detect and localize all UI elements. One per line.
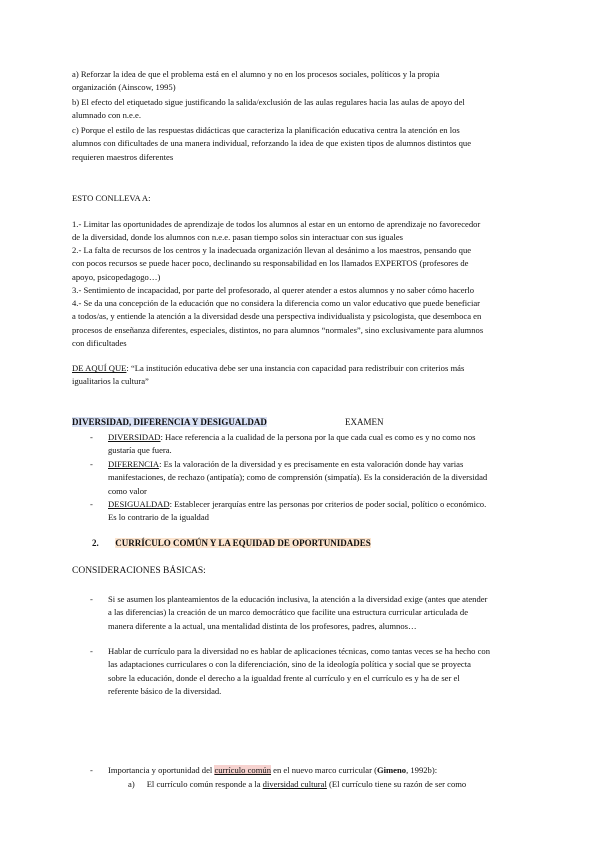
section1-title bbox=[72, 417, 267, 427]
intro-a bbox=[72, 68, 558, 95]
sub-post: (El currículo tiene su razón de ser como bbox=[326, 779, 467, 789]
text-pre: Importancia y oportunidad del bbox=[108, 765, 215, 775]
sub-marker: a) bbox=[128, 779, 135, 789]
text-line: igualitarios la cultura” bbox=[72, 376, 149, 387]
bullet: - bbox=[90, 594, 93, 604]
esto-item-4 bbox=[72, 297, 558, 351]
text-line: sobre la educación, donde el derecho a la igualdad frente al currículo y en el currículo es y ha de ser el bbox=[108, 672, 460, 683]
diferencia-item bbox=[108, 458, 558, 498]
text-line bbox=[72, 362, 558, 375]
consideration-2 bbox=[108, 645, 558, 699]
year: , 1992b): bbox=[406, 765, 438, 775]
text-line: Es lo contrario de la igualdad bbox=[108, 512, 209, 523]
intro-b bbox=[72, 96, 558, 123]
term: DIFERENCIA bbox=[108, 459, 160, 469]
text-line bbox=[128, 778, 558, 791]
text-line: a las diferencias) la creación de un marco democrático que facilite una estructura curricular articulada de bbox=[108, 607, 469, 618]
section-title: ESTO CONLLEVA A: bbox=[72, 193, 151, 203]
highlight-text: currículo común bbox=[214, 765, 271, 775]
text-line: organización (Ainscow, 1995) bbox=[72, 82, 176, 93]
term: DIVERSIDAD bbox=[108, 432, 161, 442]
bullet: - bbox=[90, 646, 93, 656]
bullet: - bbox=[90, 459, 93, 469]
text-line: las adaptaciones curriculares o con la diferenciación, sino de la ideología política y social que se proyecta bbox=[108, 659, 471, 670]
considerations-heading bbox=[72, 565, 558, 578]
de-aqui-que bbox=[72, 362, 558, 389]
text-line: Hablar de currículo para la diversidad no es hablar de aplicaciones técnicas, como tantas veces se ha hecho con bbox=[108, 646, 491, 656]
exam-label: EXAMEN bbox=[345, 417, 384, 427]
text-line: manifestaciones, de rechazo (antipatía); como de comprensión (simpatía). Es la consideración de la diversidad bbox=[108, 472, 488, 483]
consideration-1 bbox=[108, 593, 558, 633]
esto-heading bbox=[72, 192, 558, 205]
text-line bbox=[108, 431, 558, 444]
text-post: en el nuevo marco curricular ( bbox=[271, 765, 377, 775]
section2-title bbox=[92, 538, 371, 548]
author: Gimeno bbox=[376, 765, 407, 775]
text-line: Si se asumen los planteamientos de la educación inclusiva, la atención a la diversidad exige (antes que atender bbox=[108, 594, 488, 604]
subtitle: CONSIDERACIONES BÁSICAS: bbox=[72, 566, 206, 576]
text-line: como valor bbox=[108, 485, 147, 496]
desigualdad-item bbox=[108, 498, 558, 525]
de-aqui-label: DE AQUÍ QUE bbox=[72, 363, 127, 373]
diversidad-item bbox=[108, 431, 558, 458]
text-line bbox=[108, 458, 558, 471]
text-line: apoyo, psicopedagogo…) bbox=[72, 271, 161, 282]
highlight-term bbox=[214, 765, 271, 775]
esto-item-1 bbox=[72, 218, 558, 245]
text-line: procesos de enseñanza diferentes, especiales, distintos, no para alumnos “normales”, sino exclusivamente para alumnos bbox=[72, 324, 484, 335]
section2-title-text: CURRÍCULO COMÚN Y LA EQUIDAD DE OPORTUNIDADES bbox=[115, 538, 371, 548]
text-line: a) Reforzar la idea de que el problema está en el alumno y no en los procesos sociales, políticos y la propia bbox=[72, 69, 440, 79]
text-line: 2.- La falta de recursos de los centros y la inadecuada organización llevan al desánimo a los maestros, pensando que bbox=[72, 245, 472, 255]
section2-number: 2. bbox=[92, 538, 99, 548]
text-line: con dificultades bbox=[72, 338, 127, 349]
text-line: referente básico de la diversidad. bbox=[108, 686, 222, 697]
intro-c bbox=[72, 124, 558, 164]
text-line: a todos/as, y entiende la atención a la diversidad desde una perspectiva individualista y psicologista, que desemboca en bbox=[72, 311, 482, 322]
sub-term: diversidad cultural bbox=[262, 779, 327, 789]
consideration-3 bbox=[108, 764, 558, 777]
esto-item-3 bbox=[72, 284, 558, 297]
consideration-3-sub bbox=[128, 778, 558, 791]
bullet: - bbox=[90, 765, 93, 775]
bullet: - bbox=[90, 499, 93, 509]
text-line bbox=[108, 764, 558, 777]
text-line: alumnos con dificultades de una manera individual, reforzando la idea de que existen tipos de alumnos distintos que bbox=[72, 138, 472, 149]
text-line: de la diversidad, donde los alumnos con n.e.e. pasan tiempo solos sin interactuar con sus iguales bbox=[72, 232, 404, 243]
text-line: 3.- Sentimiento de incapacidad, por parte del profesorado, al querer atender a estos alumnos y no saber cómo hacerlo bbox=[72, 285, 475, 295]
text-line bbox=[108, 498, 558, 511]
text-line: 1.- Limitar las oportunidades de aprendizaje de todos los alumnos al estar en un entorno de aprendizaje no favorecedor bbox=[72, 219, 481, 229]
esto-item-2 bbox=[72, 244, 558, 284]
de-aqui-text: : “La institución educativa debe ser una instancia con capacidad para redistribuir con criterios más bbox=[126, 363, 465, 373]
definition: : Establecer jerarquías entre las personas por criterios de poder social, político o económico. bbox=[169, 499, 487, 509]
text-line: requieren maestros diferentes bbox=[72, 151, 174, 162]
text-line: c) Porque el estilo de las respuestas didácticas que caracteriza la planificación educativa centra la atención en los bbox=[72, 125, 460, 135]
text-line: 4.- Se da una concepción de la educación que no considera la diferencia como un valor educativo que puede beneficiar bbox=[72, 298, 481, 308]
text-line: b) El efecto del etiquetado sigue justificando la salida/exclusión de las aulas regulares hacia las aulas de apoyo del bbox=[72, 97, 465, 107]
section1-title-text: DIVERSIDAD, DIFERENCIA Y DESIGUALDAD bbox=[72, 417, 267, 427]
definition: : Es la valoración de la diversidad y es precisamente en esta valoración donde hay varias bbox=[159, 459, 464, 469]
text-line: manera diferente a la actual, una mentalidad distinta de los profesores, padres, alumnos… bbox=[108, 620, 417, 631]
text-line: gustaría que fuera. bbox=[108, 445, 172, 456]
definition: : Hace referencia a la cualidad de la persona por la que cada cual es como es y no como nos bbox=[160, 432, 476, 442]
text-line: alumnado con n.e.e. bbox=[72, 110, 141, 121]
term: DESIGUALDAD bbox=[108, 499, 170, 509]
bullet: - bbox=[90, 432, 93, 442]
sub-pre: El currículo común responde a la bbox=[146, 779, 263, 789]
text-line: con pocos recursos se puede hacer poco, declinando su responsabilidad en los llamados EXPERTOS (profesores de bbox=[72, 258, 469, 269]
